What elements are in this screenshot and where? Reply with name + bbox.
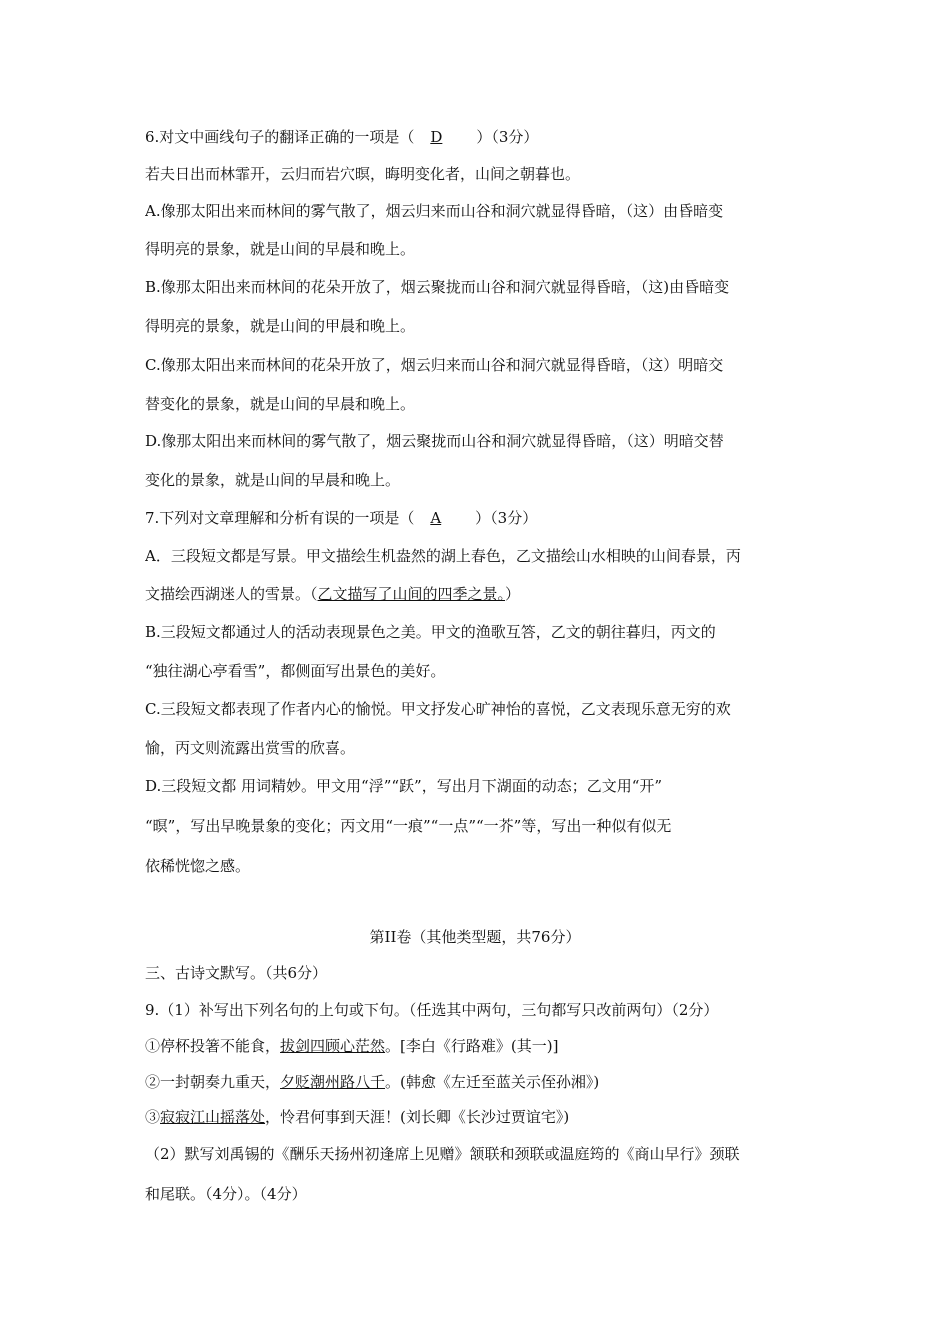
q7-option-d-line2: “暝”，写出早晚景象的变化；丙文用“一痕”“一点”“一芥”等，写出一种似有似无 <box>145 817 672 835</box>
q6-stem-text: 6.对文中画线句子的翻译正确的一项是（ <box>145 128 415 146</box>
q7-answer: A <box>430 509 442 527</box>
q9-item-2-source: 。(韩愈《左迁至蓝关示侄孙湘》) <box>385 1073 600 1091</box>
q7-option-d-line1: D.三段短文都 用词精妙。甲文用“浮”“跃”，写出月下湖面的动态；乙文用“开” <box>145 777 663 795</box>
q6-option-a-line2: 得明亮的景象，就是山间的早晨和晚上。 <box>145 240 416 258</box>
q7-option-b-line2: “独往湖心亭看雪”，都侧面写出景色的美好。 <box>145 662 446 680</box>
q6-option-c-line2: 替变化的景象，就是山间的早晨和晚上。 <box>145 395 416 413</box>
q6-option-d-line1: D.像那太阳出来而林间的雾气散了，烟云聚拢而山谷和洞穴就显得昏暗，（这）明暗交替 <box>145 432 724 450</box>
q7-option-a-close: ） <box>505 585 521 603</box>
part2-title: 第II卷（其他类型题，共76分） <box>369 928 581 946</box>
q6-option-b-line2: 得明亮的景象，就是山间的甲晨和晚上。 <box>145 317 416 335</box>
q6-answer: D <box>430 128 443 146</box>
q7-score: ）（3分） <box>475 509 538 527</box>
q7-stem-text: 7.下列对文章理解和分析有误的一项是（ <box>145 509 415 527</box>
q9-item-1-prompt: ①停杯投箸不能食， <box>145 1037 281 1055</box>
q7-option-a-line1: A．三段短文都是写景。甲文描绘生机盎然的湖上春色，乙文描绘山水相映的山间春景，丙 <box>145 547 741 565</box>
q9-item-1 <box>145 1036 815 1056</box>
q7-option-a-line2 <box>145 584 815 604</box>
q9-item-3-answer: 寂寂江山摇落处 <box>160 1108 266 1126</box>
q7-option-c-line2: 愉，丙文则流露出赏雪的欣喜。 <box>145 739 356 757</box>
q7-option-a-text: 文描绘西湖迷人的雪景。（ <box>145 585 318 603</box>
q9-intro: 9.（1）补写出下列名句的上句或下句。（任选其中两句，三句都写只改前两句）（2分） <box>145 1001 719 1019</box>
q9-item-1-answer: 拔剑四顾心茫然 <box>280 1037 386 1055</box>
q6-score: ）（3分） <box>476 128 539 146</box>
q9-item-2-answer: 夕贬潮州路八千 <box>280 1073 386 1091</box>
q7-option-b-line1: B.三段短文都通过人的活动表现景色之美。甲文的渔歌互答，乙文的朝往暮归，丙文的 <box>145 623 716 641</box>
q9-item-1-source: 。[李白《行路难》(其一)] <box>385 1037 559 1055</box>
q7-option-c-line1: C.三段短文都表现了作者内心的愉悦。甲文抒发心旷神怡的喜悦，乙文表现乐意无穷的欢 <box>145 700 731 718</box>
section3-heading: 三、古诗文默写。（共6分） <box>145 964 328 982</box>
q6-sentence: 若夫日出而林霏开，云归而岩穴暝，晦明变化者，山间之朝暮也。 <box>145 165 581 183</box>
q9-item-3-source: ，怜君何事到天涯！(刘长卿《长沙过贾谊宅》) <box>265 1108 570 1126</box>
q6-option-c-line1: C.像那太阳出来而林间的花朵开放了，烟云归来而山谷和洞穴就显得昏暗，（这）明暗交 <box>145 356 724 374</box>
q9-item-3-prompt: ③ <box>145 1108 161 1126</box>
q9-item-2-prompt: ②一封朝奏九重天， <box>145 1073 281 1091</box>
q7-stem <box>145 508 815 528</box>
q7-option-d-line3: 依稀恍惚之感。 <box>145 857 251 875</box>
q9-part2-line2: 和尾联。（4分）。（4分） <box>145 1185 307 1203</box>
q6-stem <box>145 127 815 147</box>
q6-option-b-line1: B.像那太阳出来而林间的花朵开放了，烟云聚拢而山谷和洞穴就显得昏暗，（这)由昏暗变 <box>145 278 730 296</box>
q9-item-3 <box>145 1107 815 1127</box>
q6-option-a-line1: A.像那太阳出来而林间的雾气散了，烟云归来而山谷和洞穴就显得昏暗，（这）由昏暗变 <box>145 202 724 220</box>
q7-option-a-note: 乙文描写了山间的四季之景。 <box>317 585 506 603</box>
q9-item-2 <box>145 1072 815 1092</box>
q9-part2-line1: （2）默写刘禹锡的《酬乐天扬州初逢席上见赠》颔联和颈联或温庭筠的《商山早行》颈联 <box>145 1145 740 1163</box>
q6-option-d-line2: 变化的景象，就是山间的早晨和晚上。 <box>145 471 401 489</box>
